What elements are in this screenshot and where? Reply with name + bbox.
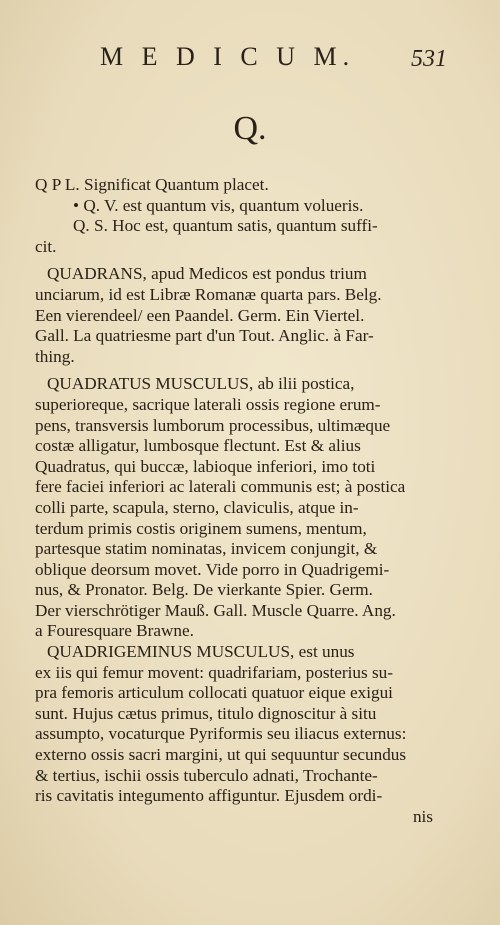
text-line: Q P L. Significat Quantum placet. [35,175,269,194]
text-line: superioreque, sacrique laterali ossis regione erum- [35,394,381,414]
paragraph-gap [33,257,433,264]
text-line: thing. [35,346,75,366]
text-line: ex iis qui femur movent: quadrifariam, posterius su- [35,662,393,682]
text-line: nis [412,806,433,826]
section-letter: Q. [233,110,267,147]
text-line: sunt. Hujus cætus primus, titulo dignoscitur à situ [35,703,377,723]
text-line: fere faciei inferiori ac laterali communis est; à postica [35,477,406,497]
text-line: QUADRATUS MUSCULUS, ab ilii postica, [47,374,355,394]
text-line: QUADRIGEMINUS MUSCULUS, est unus [47,642,355,662]
text-line: a Fouresquare Brawne. [35,621,194,641]
text-line: Der vierschrötiger Mauß. Gall. Muscle Quarre. Ang. [35,600,396,620]
text-line: Quadratus, qui buccæ, labioque inferiori, imo toti [35,456,376,476]
text-line: • Q. V. est quantum vis, quantum volueris. [73,195,364,215]
text-line: colli parte, scapula, sterno, claviculis, atque in- [35,497,359,517]
text-line: QUADRANS, apud Medicos est pondus trium [47,264,367,284]
text-line: costæ alligatur, lumbosque flectunt. Est & alius [35,436,361,456]
text-line: terdum primis costis originem sumens, mentum, [35,518,367,538]
page-header [0,42,500,76]
text-line: pens, transversis lumborum processibus, ultimæque [35,415,391,435]
body-text [33,175,433,827]
text-line: partesque statim nominatas, invicem conjungit, & [35,539,378,559]
text-line: nus, & Pronator. Belg. De vierkante Spier. Germ. [35,580,373,600]
text-line: Q. S. Hoc est, quantum satis, quantum suffi- [73,216,378,236]
text-line: Een vierendeel/ een Paandel. Germ. Ein Viertel. [35,305,365,325]
text-line: Gall. La quatriesme part d'un Tout. Anglic. à Far- [35,326,374,346]
page-number: 531 [411,46,447,72]
text-line: unciarum, id est Libræ Romanæ quarta pars. Belg. [35,284,382,304]
running-head: M E D I C U M. [100,42,356,71]
text-line: & tertius, ischii ossis tuberculo adnati, Trochante- [35,765,378,785]
text-line: oblique deorsum movet. Vide porro in Quadrigemi- [35,559,390,579]
text-line: assumpto, vocaturque Pyriformis seu iliacus externus: [35,724,407,744]
text-line: cit. [35,236,57,256]
paragraph-gap [33,367,433,374]
text-line: pra femoris articulum collocati quatuor eique exigui [35,683,393,703]
text-line: ris cavitatis integumento affiguntur. Ejusdem ordi- [35,786,383,806]
text-line: externo ossis sacri margini, ut qui sequuntur secundus [35,745,407,765]
